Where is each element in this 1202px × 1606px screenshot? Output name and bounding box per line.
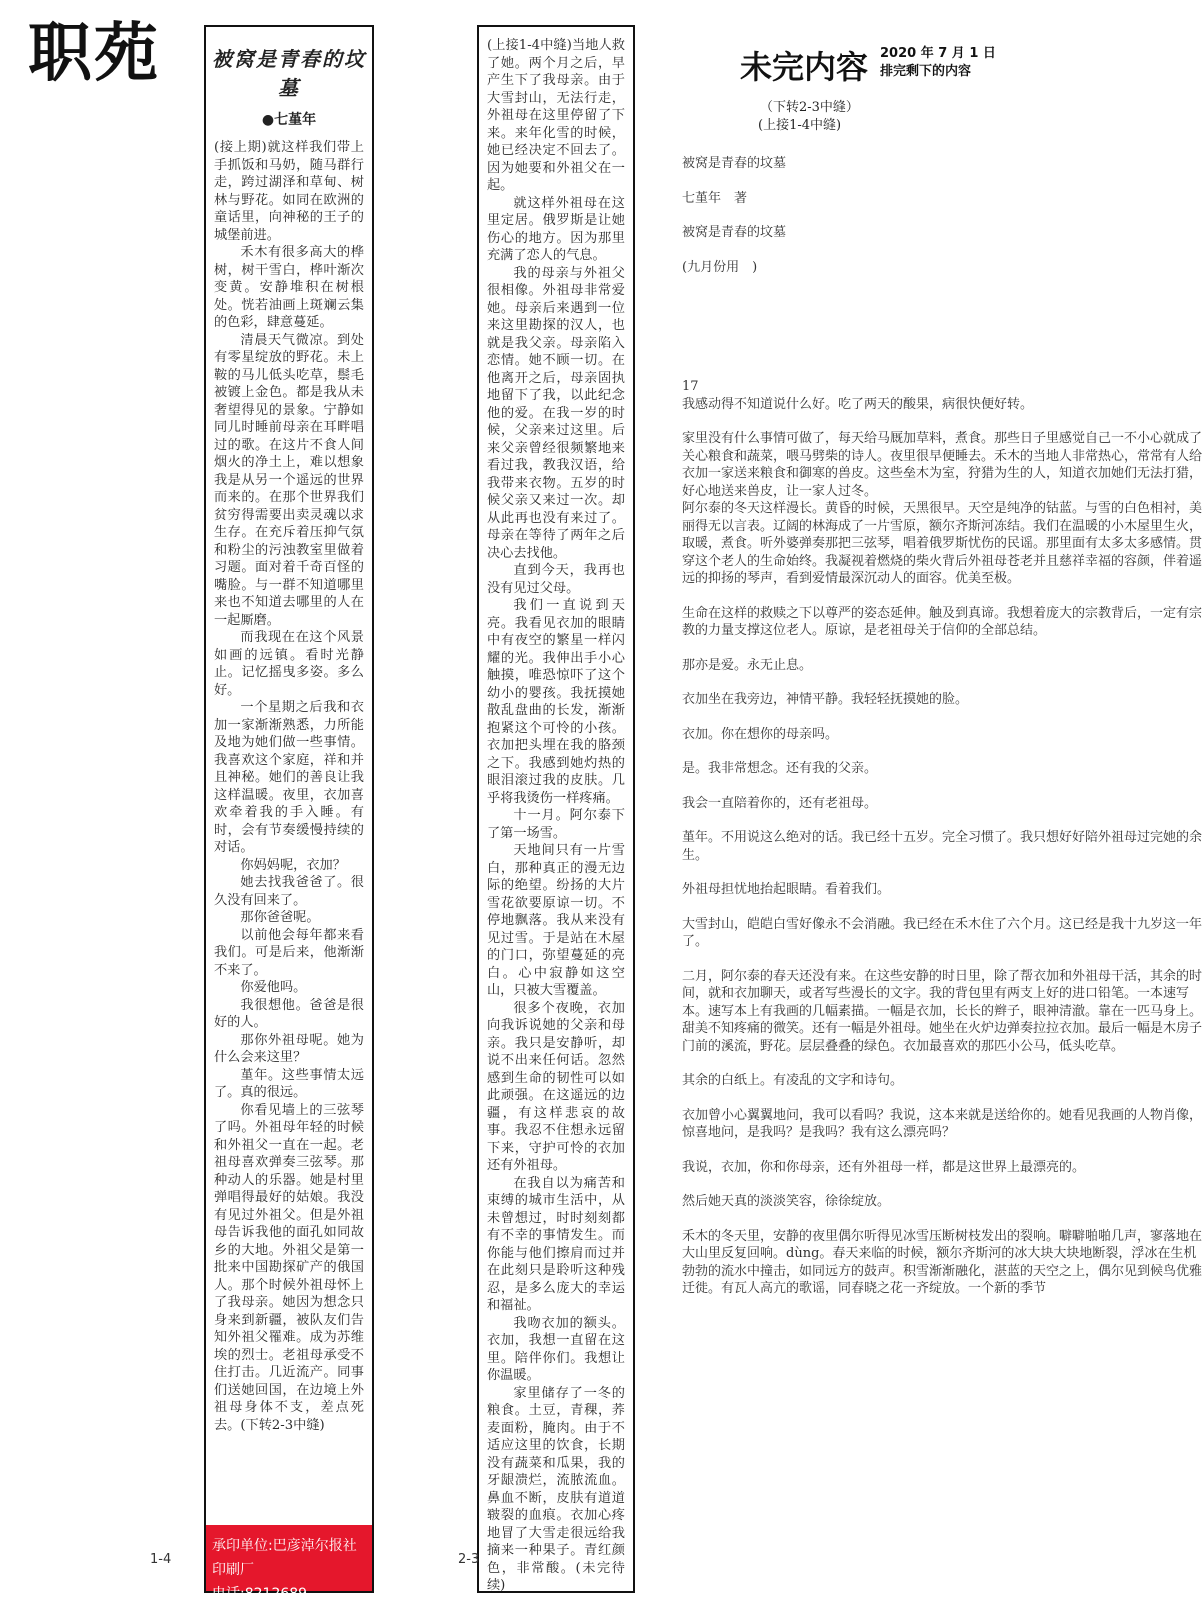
right-page-title: 未完内容 [740,48,869,86]
line-gap [682,173,1022,190]
paragraph: (上接1-4中缝)当地人救了她。两个月之后，早产生下了我母亲。由于大雪封山，无法行走，外祖母在这里停留了下来。来年化雪的时候，她已经决定不回去了。因为她要和外祖父在一起。 [487,38,625,193]
text-line: 禾木的冬天里，安静的夜里偶尔听得见冰雪压断树枝发出的裂响。噼噼啪啪几声，寥落地在大山里反复回响。dùng。春天来临的时候，额尔齐斯河的冰大块大块地断裂，浮冰在生机勃勃的流水中撞击，如同远方的鼓声。积雪渐渐融化，湛蓝的天空之上，偶尔见到候鸟优雅迁徙。有瓦人高亢的歌谣，同春晓之花一齐绽放。一个新的季节 [682,1228,1202,1296]
text-line: 被窝是青春的坟墓 [682,156,787,171]
text-line: 衣加坐在我旁边，神情平静。我轻轻抚摸她的脸。 [682,692,969,707]
line-gap [682,276,1022,293]
line-gap [682,709,1022,726]
page-number-left: 1-4 [150,1552,172,1567]
continuation-note-down: （下转2-3中缝） [760,100,859,115]
printer-phone: 电话:8212689 [212,1586,308,1602]
paragraph: 清晨天气微凉。到处有零星绽放的野花。未上鞍的马儿低头吃草，鬃毛被镀上金色。都是我从未奢望得见的景象。宁静如同儿时睡前母亲在耳畔唱过的歌。在这片不食人间烟火的净土上，难以想象我是从另一个遥远的世界而来的。在那个世界我们贫穷得需要出卖灵魂以求生存。在充斥着压抑气氛和粉尘的污浊教室里做着习题。面对着千奇百怪的嘴脸。与一群不知道哪里来也不知道去哪里的人在一起厮磨。 [214,332,364,628]
paragraph: 你妈妈呢，衣加？ [240,857,346,873]
paragraph: 而我现在在这个风景如画的远镇。看时光静止。记忆摇曳多姿。多么好。 [214,630,364,698]
line-gap [682,310,1022,327]
continuation-note-up: (上接1-4中缝) [758,118,842,133]
line-gap [682,812,1022,829]
line-gap [682,1211,1022,1228]
paragraph: 一个星期之后我和衣加一家渐渐熟悉，力所能及地为她们做一些事情。我喜欢这个家庭，祥和并且神秘。她们的善良让我这样温暖。夜里，衣加喜欢牵着我的手入睡。有时，会有节奏缓慢持续的对话。 [214,700,364,855]
text-line: 是。我非常想念。还有我的父亲。 [682,761,878,776]
line-gap [682,674,1022,691]
paragraph: 很多个夜晚，衣加向我诉说她的父亲和母亲。我只是安静听，却说不出来任何话。忽然感到生命的韧性可以如此顽强。在这遥远的边疆，有这样悲哀的故事。我忍不住想永远留下来，守护可怜的衣加还有外祖母。 [487,1000,625,1173]
paragraph: 你爱他吗。 [240,980,307,995]
printer-info-box [206,1525,372,1602]
text-line: 我感动得不知道说什么好。吃了两天的酸果，病很快便好转。 [682,396,1034,412]
text-line: 外祖母担忧地抬起眼睛。看着我们。 [682,882,891,897]
page-number-middle: 2-3 [458,1552,480,1567]
paragraph: 堇年。这些事情太远了。真的很远。 [214,1067,364,1100]
paragraph: (接上期)就这样我们带上手抓饭和马奶，随马群行走，跨过湖泽和草甸、树林与野花。如同在欧洲的童话里，向神秘的王子的城堡前进。 [214,140,364,243]
paragraph: 那你外祖母呢。她为什么会来这里？ [214,1032,364,1065]
text-line: 然后她天真的淡淡笑容，徐徐绽放。 [682,1194,891,1209]
text-line: 家里没有什么事情可做了，每天给马厩加草料，煮食。那些日子里感觉自己一不小心就成了关心粮食和蔬菜，喂马劈柴的诗人。夜里很早便睡去。禾木的当地人非常热心，常常有人给衣加一家送来粮食和御寒的兽皮。这些垒木为室，狩猎为生的人，知道衣加她们无法打猎，好心地送来兽皮，让一家人过冬。 [682,431,1202,499]
paragraph: 在我自以为痛苦和束缚的城市生活中，从未曾想过，时时刻刻都有不幸的事情发生。而你能与他们擦肩而过并在此刻只是聆听这种残忍，是多么庞大的幸运和福祉。 [487,1175,625,1313]
article-author: ●七堇年 [261,112,317,128]
text-line: 我会一直陪着你的，还有老祖母。 [682,795,878,811]
line-gap [682,588,1022,605]
line-gap [682,1055,1022,1072]
article-column-1 [204,25,374,1602]
article-column-2 [477,25,635,1593]
text-line: 堇年。不用说这么绝对的话。我已经十五岁。完全习惯了。我只想好好陪外祖母过完她的余生。 [682,830,1202,863]
text-line: 二月，阿尔泰的春天还没有来。在这些安静的时日里，除了帮衣加和外祖母干活，其余的时间，就和衣加聊天，或者写些漫长的文字。我的背包里有两支上好的进口铅笔。一本速写本。速写本上有我画的几幅素描。一幅是衣加，长长的辫子，眼神清澈。靠在一匹马身上。甜美不知疼痛的微笑。还有一幅是外祖母。她坐在火炉边弹奏拉拉衣加。最后一幅是木房子门前的溪流，野花。层层叠叠的绿色。衣加最喜欢的那匹小公马，低头吃草。 [682,968,1202,1054]
line-gap [682,778,1022,795]
text-line: 大雪封山，皑皑白雪好像永不会消融。我已经在禾木住了六个月。这已经是我十九岁这一年了。 [682,916,1202,949]
text-line: 衣加曾小心翼翼地问，我可以看吗？我说，这本来就是送给你的。她看见我画的人物肖像，惊喜地问，是我吗？是我吗？我有这么漂亮吗？ [682,1107,1202,1140]
masthead: 职苑 [28,17,160,91]
line-gap [682,413,1022,430]
article-body-2 [487,37,625,1595]
text-line: 我说，衣加，你和你母亲，还有外祖母一样，都是这世界上最漂亮的。 [682,1159,1086,1175]
line-gap [682,640,1022,657]
line-gap [682,293,1022,310]
line-gap [682,951,1022,968]
text-line: 阿尔泰的冬天这样漫长。黄昏的时候，天黑很早。天空是纯净的钴蓝。与雪的白色相衬，美丽得无以言表。辽阔的林海成了一片雪原，额尔齐斯河冻结。我们在温暖的小木屋里生火，取暖，煮食。听外婆弹奏那把三弦琴，唱着俄罗斯忧伤的民谣。那里面有太多太多感情。贯穿这个老人的生命始终。我凝视着燃烧的柴火背后外祖母苍老并且慈祥幸福的容颜，伴着遥远的抑扬的琴声，看到爱情最深沉动人的面容。优美至极。 [682,501,1202,586]
paragraph: 十一月。阿尔泰下了第一场雪。 [487,808,625,841]
line-gap [682,344,1022,361]
line-gap [682,1176,1022,1193]
text-line: (九月份用 ) [682,259,758,275]
paragraph: 家里储存了一冬的粮食。土豆，青稞，荞麦面粉，腌肉。由于不适应这里的饮食，长期没有蔬菜和瓜果，我的牙龈溃烂，流脓流血。鼻血不断，皮肤有道道皲裂的血痕。衣加心疼地冒了大雪走很远给我摘来一种果子。青红颜色，非常酸。(未完待续) [487,1385,625,1593]
text-line: 其余的白纸上。有凌乱的文字和诗句。 [682,1073,904,1088]
paragraph: 她去找我爸爸了。很久没有回来了。 [214,875,364,908]
printer-unit: 承印单位:巴彦淖尔报社印刷厂 [212,1538,357,1578]
line-gap [682,864,1022,881]
article-body-1 [214,139,364,1434]
text-line: 17 [682,379,699,394]
paragraph: 就这样外祖母在这里定居。俄罗斯是让她伤心的地方。因为那里充满了恋人的气息。 [487,195,625,263]
paragraph: 禾木有很多高大的桦树，树干雪白，桦叶渐次变黄。安静堆积在树根处。恍若油画上斑斓云集的色彩，肆意蔓延。 [214,245,364,330]
text-line: 衣加。你在想你的母亲吗。 [682,726,839,742]
paragraph: 你看见墙上的三弦琴了吗。外祖母年轻的时候和外祖父一直在一起。老祖母喜欢弹奏三弦琴。那种动人的乐器。她是村里弹唱得最好的姑娘。我没有见过外祖父。但是外祖母告诉我他的面孔如同故乡的大地。外祖父是第一批来中国勘探矿产的俄国人。那个时候外祖母怀上了我母亲。她因为想念只身来到新疆，被队友们告知外祖父罹难。成为苏维埃的烈士。老祖母承受不住打击。几近流产。同事们送她回国，在边境上外祖母身体不支，差点死去。(下转2-3中缝) [214,1102,364,1433]
line-gap [682,743,1022,760]
line-gap [682,207,1022,224]
text-line: 那亦是爱。永无止息。 [682,657,813,673]
paragraph: 我的母亲与外祖父很相像。外祖母非常爱她。母亲后来遇到一位来这里勘探的汉人，也就是我父亲。母亲陷入恋情。她不顾一切。在他离开之后，母亲固执地留下了我，以此纪念他的爱。在我一岁的时候，父亲来过这里。后来父亲曾经很频繁地来看过我，教我汉语，给我带来衣物。五岁的时候父亲又来过一次。却从此再也没有来过了。母亲在等待了两年之后决心去找他。 [487,265,625,561]
line-gap [682,1090,1022,1107]
text-line: 生命在这样的救赎之下以尊严的姿态延伸。触及到真谛。我想着庞大的宗教背后，一定有宗教的力量支撑这位老人。原谅，是老祖母关于信仰的全部总结。 [682,605,1202,638]
line-gap [682,242,1022,259]
line-gap [682,899,1022,916]
right-page-subtitle: 排完剩下的内容 [880,64,972,79]
text-line: 七堇年 著 [682,190,748,206]
line-gap [682,1142,1022,1159]
paragraph: 我吻衣加的额头。衣加，我想一直留在这里。陪伴你们。我想让你温暖。 [487,1315,625,1383]
paragraph: 以前他会每年都来看我们。可是后来，他渐渐不来了。 [214,927,364,978]
line-gap [682,327,1022,344]
paragraph: 我们一直说到天亮。我看见衣加的眼睛中有夜空的繁星一样闪耀的光。我伸出手小心触摸，唯恐惊吓了这个幼小的婴孩。我抚摸她散乱盘曲的长发，渐渐抱紧这个可怜的小孩。衣加把头埋在我的胳颈之下。我感到她灼热的眼泪滚过我的皮肤。几乎将我烫伤一样疼痛。 [487,598,625,806]
paragraph: 天地间只有一片雪白，那种真正的漫无边际的绝望。纷扬的大片雪花欲要原谅一切。不停地飘落。我从来没有见过雪。于是站在木屋的门口，弥望蔓延的亮白。心中寂静如这空山，只被大雪覆盖。 [487,843,625,998]
line-gap [682,361,1022,378]
paragraph: 我很想他。爸爸是很好的人。 [214,997,364,1030]
right-page-date: 2020 年 7 月 1 日 [880,46,996,61]
right-page-body [682,155,1202,1298]
text-line: 被窝是青春的坟墓 [682,225,787,240]
paragraph: 直到今天，我再也没有见过父母。 [487,563,625,596]
paragraph: 那你爸爸呢。 [240,910,320,925]
article-title: 被窝是青春的坟墓 [212,47,366,100]
